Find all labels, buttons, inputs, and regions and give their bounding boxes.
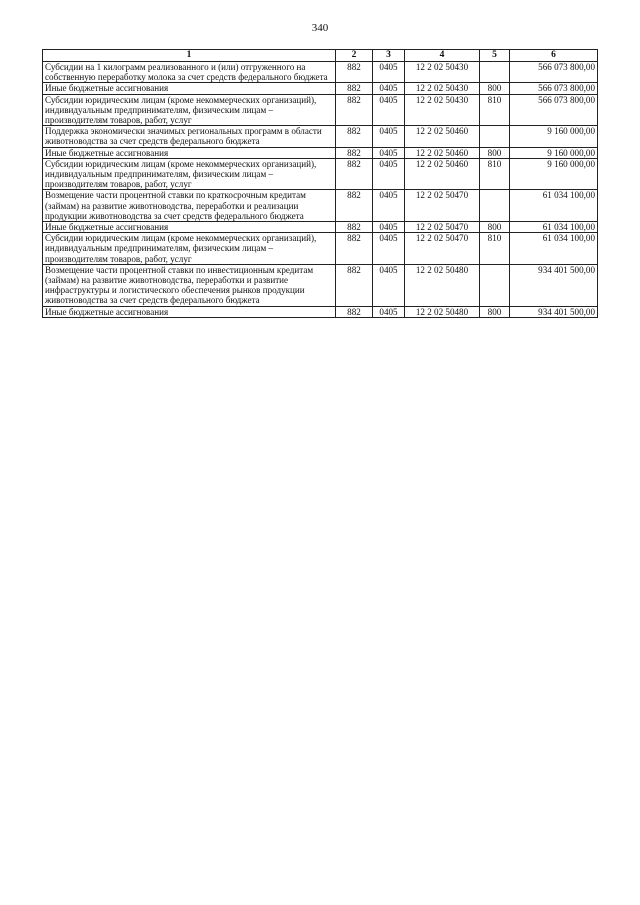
expense-type-cell: 810 (480, 94, 510, 126)
amount-cell: 934 401 500,00 (510, 264, 598, 306)
expense-type-cell: 800 (480, 147, 510, 158)
table-row (43, 158, 598, 190)
table-row (43, 83, 598, 94)
table-row (43, 306, 598, 317)
section-code-cell: 0405 (373, 83, 405, 94)
target-article-cell: 12 2 02 50460 (405, 147, 480, 158)
section-code-cell: 0405 (373, 147, 405, 158)
target-article-cell: 12 2 02 50430 (405, 83, 480, 94)
target-article-cell: 12 2 02 50480 (405, 306, 480, 317)
section-code-cell: 0405 (373, 94, 405, 126)
table-row (43, 222, 598, 233)
grbs-code-cell: 882 (336, 83, 373, 94)
section-code-cell: 0405 (373, 62, 405, 83)
grbs-code-cell: 882 (336, 62, 373, 83)
target-article-cell: 12 2 02 50470 (405, 222, 480, 233)
table-header-row (43, 50, 598, 62)
grbs-code-cell: 882 (336, 126, 373, 147)
section-code-cell: 0405 (373, 264, 405, 306)
target-article-cell: 12 2 02 50430 (405, 94, 480, 126)
target-article-cell: 12 2 02 50470 (405, 233, 480, 265)
amount-cell: 61 034 100,00 (510, 222, 598, 233)
section-code-cell: 0405 (373, 306, 405, 317)
grbs-code-cell: 882 (336, 306, 373, 317)
table-row (43, 190, 598, 222)
row-name-cell: Субсидии юридическим лицам (кроме некоммерческих организаций), индивидуальным предпринимателям, физическим лицам – производителям товаров, работ, услуг (43, 94, 336, 126)
section-code-cell: 0405 (373, 126, 405, 147)
grbs-code-cell: 882 (336, 94, 373, 126)
row-name-cell: Поддержка экономически значимых региональных программ в области животноводства за счет средств федерального бюджета (43, 126, 336, 147)
table-row (43, 233, 598, 265)
grbs-code-cell: 882 (336, 147, 373, 158)
expense-type-cell (480, 190, 510, 222)
page-number: 340 (311, 22, 329, 34)
amount-cell: 9 160 000,00 (510, 147, 598, 158)
table-row (43, 264, 598, 306)
table-body (43, 62, 598, 318)
column-header: 4 (405, 50, 480, 62)
amount-cell: 61 034 100,00 (510, 233, 598, 265)
row-name-cell: Иные бюджетные ассигнования (43, 222, 336, 233)
expense-type-cell (480, 126, 510, 147)
section-code-cell: 0405 (373, 233, 405, 265)
column-header: 1 (43, 50, 336, 62)
row-name-cell: Субсидии на 1 килограмм реализованного и (или) отгруженного на собственную переработку молока за счет средств федерального бюджета (43, 62, 336, 83)
amount-cell: 566 073 800,00 (510, 83, 598, 94)
row-name-cell: Субсидии юридическим лицам (кроме некоммерческих организаций), индивидуальным предпринимателям, физическим лицам – производителям товаров, работ, услуг (43, 233, 336, 265)
table-row (43, 147, 598, 158)
amount-cell: 566 073 800,00 (510, 62, 598, 83)
amount-cell: 61 034 100,00 (510, 190, 598, 222)
section-code-cell: 0405 (373, 158, 405, 190)
amount-cell: 9 160 000,00 (510, 158, 598, 190)
expense-type-cell: 810 (480, 158, 510, 190)
target-article-cell: 12 2 02 50430 (405, 62, 480, 83)
row-name-cell: Возмещение части процентной ставки по краткосрочным кредитам (займам) на развитие животноводства, переработки и реализации продукции животноводства за счет средств федерального бюджета (43, 190, 336, 222)
expense-type-cell: 800 (480, 306, 510, 317)
row-name-cell: Иные бюджетные ассигнования (43, 147, 336, 158)
grbs-code-cell: 882 (336, 264, 373, 306)
table-row (43, 94, 598, 126)
grbs-code-cell: 882 (336, 222, 373, 233)
grbs-code-cell: 882 (336, 158, 373, 190)
target-article-cell: 12 2 02 50460 (405, 158, 480, 190)
grbs-code-cell: 882 (336, 190, 373, 222)
table-row (43, 126, 598, 147)
row-name-cell: Иные бюджетные ассигнования (43, 306, 336, 317)
section-code-cell: 0405 (373, 222, 405, 233)
column-header: 2 (336, 50, 373, 62)
column-header: 6 (510, 50, 598, 62)
expense-type-cell: 800 (480, 83, 510, 94)
expense-type-cell: 800 (480, 222, 510, 233)
amount-cell: 934 401 500,00 (510, 306, 598, 317)
target-article-cell: 12 2 02 50460 (405, 126, 480, 147)
target-article-cell: 12 2 02 50480 (405, 264, 480, 306)
expense-type-cell: 810 (480, 233, 510, 265)
row-name-cell: Субсидии юридическим лицам (кроме некоммерческих организаций), индивидуальным предпринимателям, физическим лицам – производителям товаров, работ, услуг (43, 158, 336, 190)
target-article-cell: 12 2 02 50470 (405, 190, 480, 222)
expense-type-cell (480, 264, 510, 306)
grbs-code-cell: 882 (336, 233, 373, 265)
expense-type-cell (480, 62, 510, 83)
table-row (43, 62, 598, 83)
row-name-cell: Возмещение части процентной ставки по инвестиционным кредитам (займам) на развитие животноводства, переработки и развитие инфраструктуры и логистического обеспечения рынков продукции животноводства за счет средств федерального бюджета (43, 264, 336, 306)
row-name-cell: Иные бюджетные ассигнования (43, 83, 336, 94)
section-code-cell: 0405 (373, 190, 405, 222)
amount-cell: 9 160 000,00 (510, 126, 598, 147)
amount-cell: 566 073 800,00 (510, 94, 598, 126)
column-header: 3 (373, 50, 405, 62)
column-header: 5 (480, 50, 510, 62)
budget-table (42, 49, 598, 318)
